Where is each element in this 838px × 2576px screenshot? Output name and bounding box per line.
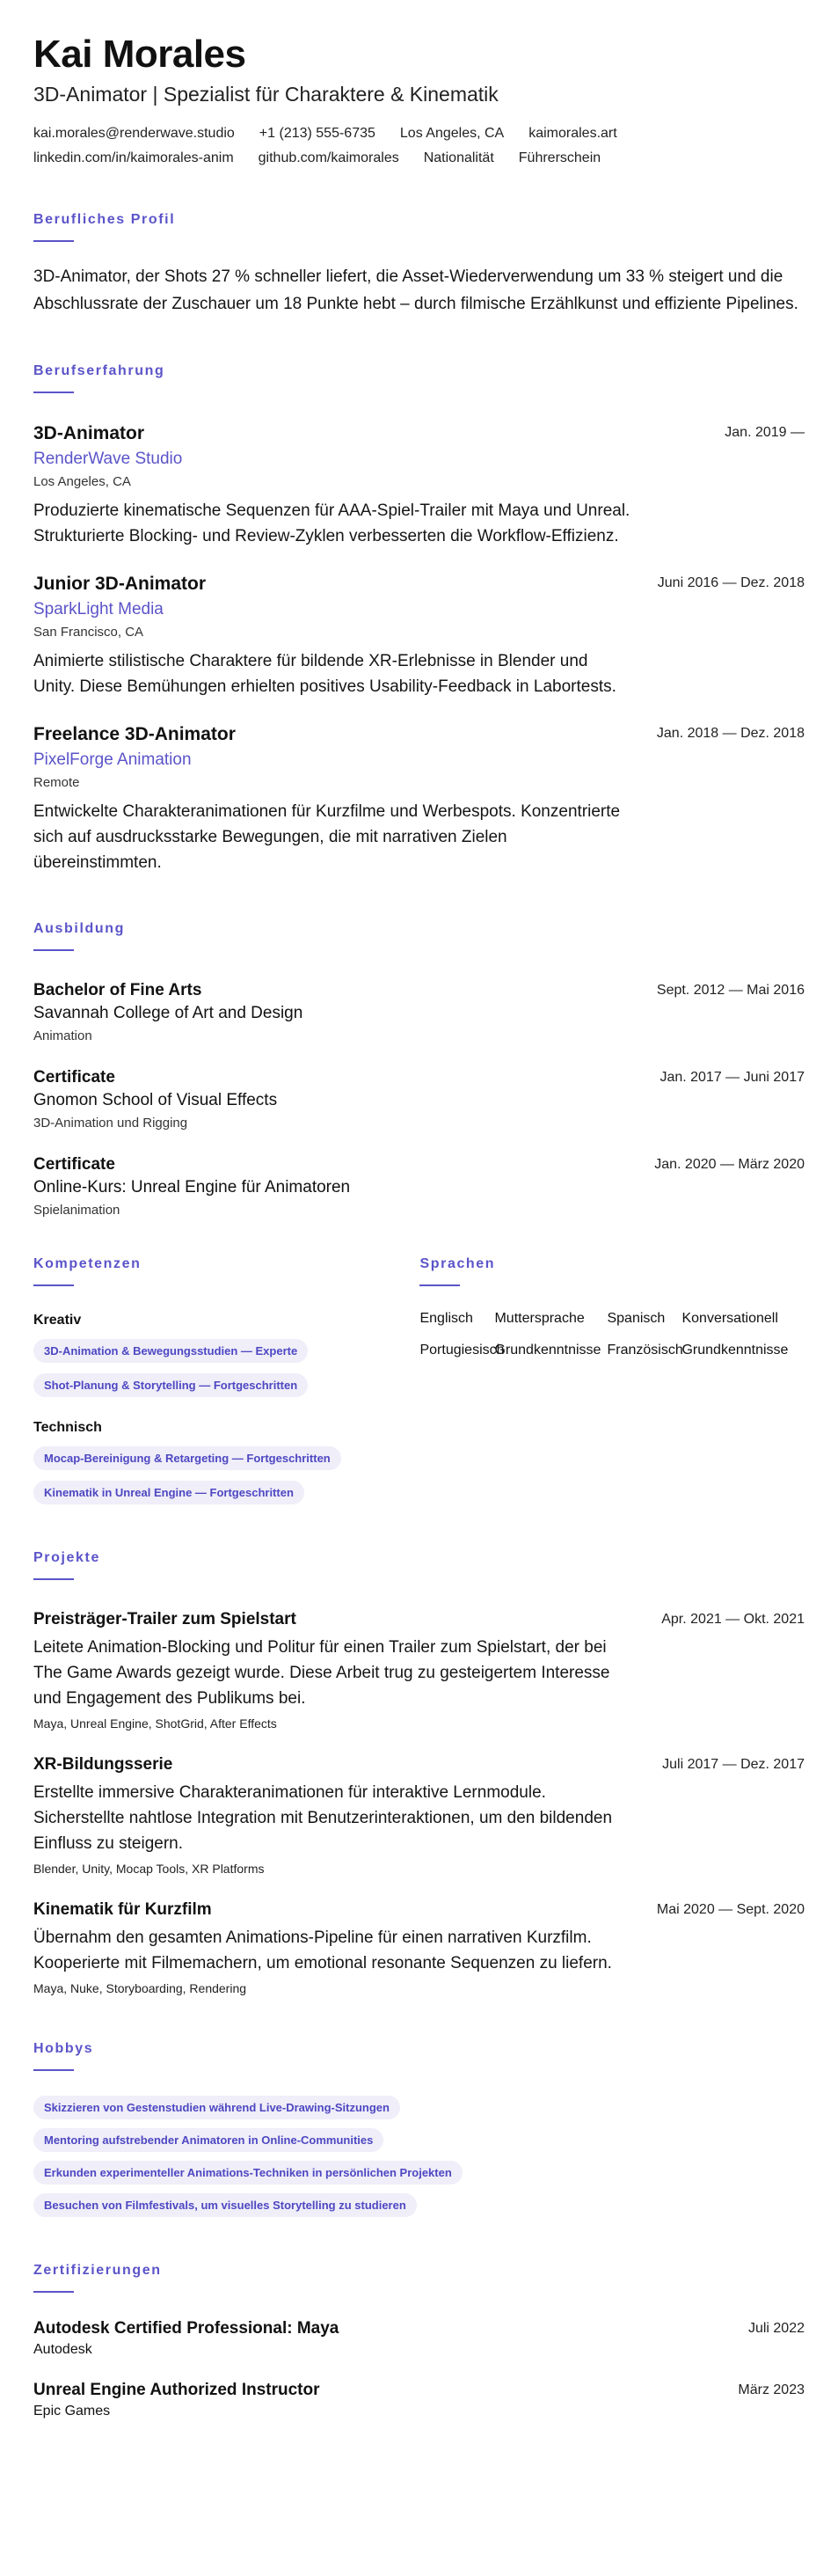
field-of-study: Spielanimation <box>33 1203 120 1218</box>
project-tools: Maya, Nuke, Storyboarding, Rendering <box>33 1981 247 1995</box>
job-location: Los Angeles, CA <box>33 474 131 489</box>
hobbies-section <box>33 2041 805 2217</box>
section-divider <box>33 392 74 393</box>
section-divider <box>33 1284 74 1286</box>
language-level: Muttersprache <box>494 1311 585 1326</box>
project-entry <box>33 1610 805 1731</box>
skill-chip: Mocap-Bereinigung & Retargeting — Fortgeschritten <box>33 1446 341 1470</box>
language-level: Grundkenntnisse <box>494 1343 601 1358</box>
school: Online-Kurs: Unreal Engine für Animatoren <box>33 1178 351 1197</box>
job-dates: Juni 2016 — Dez. 2018 <box>657 575 805 590</box>
school: Gnomon School of Visual Effects <box>33 1091 278 1109</box>
candidate-name: Kai Morales <box>33 33 246 76</box>
section-title: Berufserfahrung <box>33 363 165 378</box>
hobby-chip: Erkunden experimenteller Animations-Techniken in persönlichen Projekten <box>33 2161 463 2184</box>
hobby-chip: Mentoring aufstrebender Animatoren in Online-Communities <box>33 2128 383 2152</box>
certification-name: Autodesk Certified Professional: Maya <box>33 2319 339 2338</box>
contact-info <box>33 126 702 166</box>
certification-name: Unreal Engine Authorized Instructor <box>33 2381 320 2399</box>
project-dates: Juli 2017 — Dez. 2017 <box>662 1757 805 1772</box>
job-company: PixelForge Animation <box>33 750 192 769</box>
certification-issuer: Epic Games <box>33 2404 111 2419</box>
project-dates: Mai 2020 — Sept. 2020 <box>656 1902 805 1917</box>
project-name: Preisträger-Trailer zum Spielstart <box>33 1610 296 1628</box>
job-description: Animierte stilistische Charaktere für bildende XR-Erlebnisse in Blender und Unity. Diese Bemühungen erhielten positives Usability-Feedback in Labortests. <box>33 652 616 696</box>
field-of-study: 3D-Animation und Rigging <box>33 1116 188 1131</box>
contact-github[interactable]: github.com/kaimorales <box>258 150 399 165</box>
language-level: Konversationell <box>681 1311 778 1326</box>
project-tools: Maya, Unreal Engine, ShotGrid, After Effects <box>33 1716 277 1731</box>
school: Savannah College of Art and Design <box>33 1004 303 1022</box>
language-name: Französisch <box>607 1343 683 1358</box>
section-title: Berufliches Profil <box>33 212 176 227</box>
job-dates: Jan. 2018 — Dez. 2018 <box>656 726 805 741</box>
candidate-subtitle: 3D-Animator | Spezialist für Charaktere & Kinematik <box>33 83 499 106</box>
education-section <box>33 921 805 1218</box>
job-location: Remote <box>33 775 80 790</box>
job-title: Junior 3D-Animator <box>33 574 207 594</box>
certification-entry <box>33 2381 805 2419</box>
degree: Certificate <box>33 1155 115 1174</box>
experience-section <box>33 363 805 875</box>
section-title: Projekte <box>33 1550 100 1565</box>
section-divider <box>33 2291 74 2293</box>
education-entry <box>33 1155 805 1218</box>
job-dates: Jan. 2019 — <box>725 425 805 440</box>
section-title: Sprachen <box>419 1256 496 1271</box>
skill-category: Technisch <box>33 1420 102 1435</box>
project-description: Leitete Animation-Blocking und Politur für einen Trailer zum Spielstart, der bei The Game Awards gezeigt wurde. Diese Arbeit trug zu gesteigertem Interesse und Engagement des Publikums bei. <box>33 1638 610 1708</box>
certification-date: Juli 2022 <box>747 2321 805 2336</box>
education-dates: Jan. 2020 — März 2020 <box>654 1157 805 1172</box>
language-name: Englisch <box>419 1311 473 1326</box>
skill-chip: Kinematik in Unreal Engine — Fortgeschritten <box>33 1481 304 1504</box>
skill-chip: Shot-Planung & Storytelling — Fortgeschritten <box>33 1373 308 1397</box>
project-entry <box>33 1900 805 1995</box>
certification-issuer: Autodesk <box>33 2342 92 2357</box>
experience-entry <box>33 423 805 549</box>
project-name: Kinematik für Kurzfilm <box>33 1900 212 1919</box>
job-description: Entwickelte Charakteranimationen für Kurzfilme und Werbespots. Konzentrierte sich auf ausdrucksstarke Bewegungen, die mit narrativen Zielen übereinstimmten. <box>33 802 621 872</box>
job-location: San Francisco, CA <box>33 625 144 640</box>
project-entry <box>33 1755 805 1876</box>
section-title: Kompetenzen <box>33 1256 142 1271</box>
section-divider <box>33 240 74 242</box>
hobby-chip: Skizzieren von Gestenstudien während Live-Drawing-Sitzungen <box>33 2096 400 2119</box>
project-dates: Apr. 2021 — Okt. 2021 <box>661 1612 805 1627</box>
projects-section <box>33 1550 805 1995</box>
profile-section <box>33 212 805 318</box>
languages-grid <box>419 1311 805 1358</box>
contact-website[interactable]: kaimorales.art <box>528 126 617 141</box>
experience-entry <box>33 574 805 699</box>
skills-section <box>33 1256 419 1504</box>
contact-nationality: Nationalität <box>423 150 494 165</box>
job-title: 3D-Animator <box>33 423 145 443</box>
language-name: Portugiesisch <box>419 1343 505 1358</box>
certification-date: März 2023 <box>738 2382 805 2397</box>
project-description: Übernahm den gesamten Animations-Pipeline für einen narrativen Kurzfilm. Kooperierte mit Filmemachern, um emotional resonante Sequenzen zu liefern. <box>33 1928 612 1972</box>
project-description: Erstellte immersive Charakteranimationen für interaktive Lernmodule. Sicherstellte nahtlose Integration mit Benutzerinteraktionen, um den bildenden Einfluss zu steigern. <box>33 1783 613 1853</box>
section-divider <box>33 949 74 951</box>
job-company: RenderWave Studio <box>33 450 183 468</box>
project-name: XR-Bildungsserie <box>33 1755 173 1774</box>
job-description: Produzierte kinematische Sequenzen für AAA-Spiel-Trailer mit Maya und Unreal. Strukturierte Blocking- und Review-Zyklen verbesserten die Workflow-Effizienz. <box>33 501 630 545</box>
contact-email[interactable]: kai.morales@renderwave.studio <box>33 126 235 141</box>
contact-phone[interactable]: +1 (213) 555-6735 <box>259 126 375 141</box>
language-name: Spanisch <box>607 1311 666 1326</box>
job-company: SparkLight Media <box>33 600 164 618</box>
skills-languages-row <box>33 1256 805 1504</box>
profile-text: 3D-Animator, der Shots 27 % schneller liefert, die Asset-Wiederverwendung um 33 % steigert und die Abschlussrate der Zuschauer um 18 Punkte hebt – durch filmische Erzählkunst und effiziente Pipelines. <box>33 267 798 313</box>
contact-linkedin[interactable]: linkedin.com/in/kaimorales-anim <box>33 150 234 165</box>
education-dates: Jan. 2017 — Juni 2017 <box>659 1070 805 1085</box>
section-divider <box>33 1578 74 1580</box>
section-title: Hobbys <box>33 2041 94 2056</box>
hobby-list <box>33 2087 805 2217</box>
skill-category: Kreativ <box>33 1313 82 1328</box>
language-level: Grundkenntnisse <box>681 1343 789 1358</box>
project-tools: Blender, Unity, Mocap Tools, XR Platforms <box>33 1862 265 1876</box>
certifications-section <box>33 2263 805 2419</box>
section-title: Zertifizierungen <box>33 2263 162 2278</box>
certification-entry <box>33 2319 805 2358</box>
field-of-study: Animation <box>33 1028 92 1043</box>
education-entry <box>33 1068 805 1131</box>
degree: Certificate <box>33 1068 115 1087</box>
job-title: Freelance 3D-Animator <box>33 724 236 744</box>
contact-location: Los Angeles, CA <box>399 126 505 141</box>
hobby-chip: Besuchen von Filmfestivals, um visuelles Storytelling zu studieren <box>33 2193 417 2217</box>
section-divider <box>33 2069 74 2071</box>
languages-section <box>419 1256 805 1504</box>
experience-entry <box>33 724 805 875</box>
education-entry <box>33 981 805 1043</box>
skill-chip: 3D-Animation & Bewegungsstudien — Experte <box>33 1339 308 1363</box>
contact-license: Führerschein <box>518 150 601 165</box>
section-title: Ausbildung <box>33 921 125 936</box>
education-dates: Sept. 2012 — Mai 2016 <box>656 983 805 998</box>
section-divider <box>419 1284 460 1286</box>
degree: Bachelor of Fine Arts <box>33 981 202 999</box>
